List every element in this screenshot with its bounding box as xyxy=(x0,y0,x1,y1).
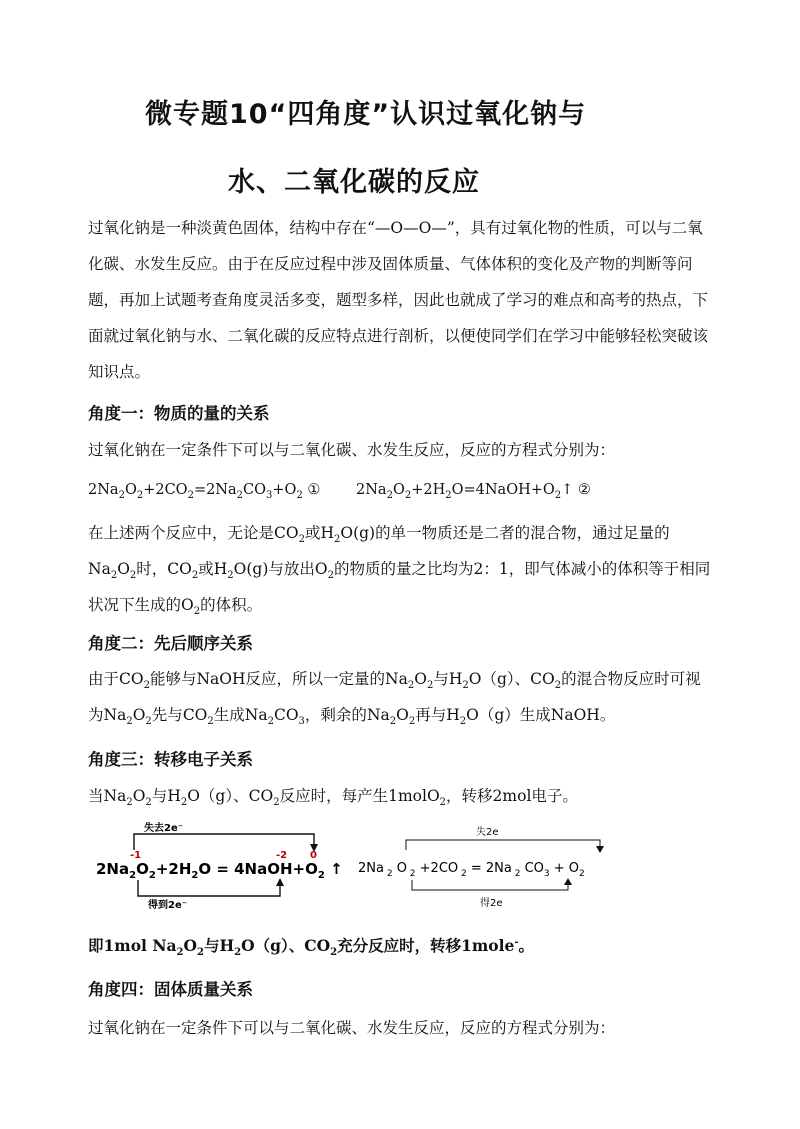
equation-2: $2Na_2O_2+2H_2O=4NaOH+O_2↑$ ② xyxy=(356,482,591,501)
section-1-paragraph: 在上述两个反应中，无论是$CO_2$或$H_2O(g)$的单一物质还是二者的混合物，通过足量的$Na_2O_2$时，$CO_2$或$H_2O(g)$与放出$O_2$的物质的量之比均为2：1，即气体减小的体积等于相同状况下生成的$O_2$的体积。 xyxy=(88,524,711,618)
diagram-2-bottom-label: 得2e xyxy=(480,898,503,909)
title-line-1: 微专题10“四角度”认识过氧化钠与 xyxy=(145,99,587,130)
section-1-heading: 角度一：物质的量的关系 xyxy=(88,404,270,423)
section-4-text: 过氧化钠在一定条件下可以与二氧化碳、水发生反应，反应的方程式分别为： xyxy=(88,1019,616,1037)
equation-1-mark: ① xyxy=(307,482,321,498)
diagram-1-equation: $2Na_2O_2+2H_2O$ = $4NaOH+O_2$ ↑ xyxy=(96,860,343,881)
section-4-heading: 角度四：固体质量关系 xyxy=(88,980,253,999)
diagram-1-bottom-label: 得到2e⁻ xyxy=(148,900,188,910)
diagram-1-top-label: 失去2e⁻ xyxy=(144,823,184,834)
section-2-heading: 角度二：先后顺序关系 xyxy=(88,634,253,653)
section-1-text: 过氧化钠在一定条件下可以与二氧化碳、水发生反应，反应的方程式分别为： xyxy=(88,441,616,459)
diagram-1-ox-minus1: -1 xyxy=(130,850,142,861)
section-2-paragraph: 由于$CO_2$能够与NaOH反应，所以一定量的$Na_2O_2$与$H_2O(g)$、$CO_2$的混合物反应时可视为$Na_2O_2$先与$CO_2$生成$Na_2CO_3$，剩余的$Na_2O_2$再与$H_2O(g)$生成NaOH。 xyxy=(88,670,701,728)
equation-2-mark: ② xyxy=(577,482,591,498)
equation-1: $2Na_2O_2+2CO_2=2Na_2CO_3+O_2$ ① xyxy=(88,482,321,501)
diagram-2-top-label: 失2e xyxy=(476,827,499,838)
diagram-1-ox-minus2: -2 xyxy=(276,850,288,861)
electron-transfer-diagram-co2 xyxy=(356,820,626,914)
intro-paragraph: 过氧化钠是一种淡黄色固体，结构中存在“—O—O—”，具有过氧化物的性质，可以与二氧化碳、水发生反应。由于在反应过程中涉及固体质量、气体体积的变化及产物的判断等问题，再加上试题考查角度灵活多变，题型多样，因此也就成了学习的难点和高考的热点，下面就过氧化钠与水、二氧化碳的反应特点进行剖析，以便使同学们在学习中能够轻松突破该知识点。 xyxy=(88,219,709,381)
diagram-1-ox-zero: 0 xyxy=(310,850,317,861)
diagram-2-equation: 2Na $_2$ O $_2$ +2CO $_2$ = 2Na $_2$ $CO_3 + O_2$ xyxy=(358,861,585,879)
title-line-2: 水、二氧化碳的反应 xyxy=(228,167,480,198)
electron-transfer-diagram-water xyxy=(92,820,362,914)
section-3-summary: 即1mol $Na_2O_2$与$H_2O(g)$、$CO_2$充分反应时，转移1mole-。 xyxy=(88,936,535,959)
section-3-text: 当$Na_2O_2$与$H_2O(g)$、$CO_2$反应时，每产生1molO$_2$，转移2mol电子。 xyxy=(88,787,578,809)
section-3-heading: 角度三：转移电子关系 xyxy=(88,750,253,769)
